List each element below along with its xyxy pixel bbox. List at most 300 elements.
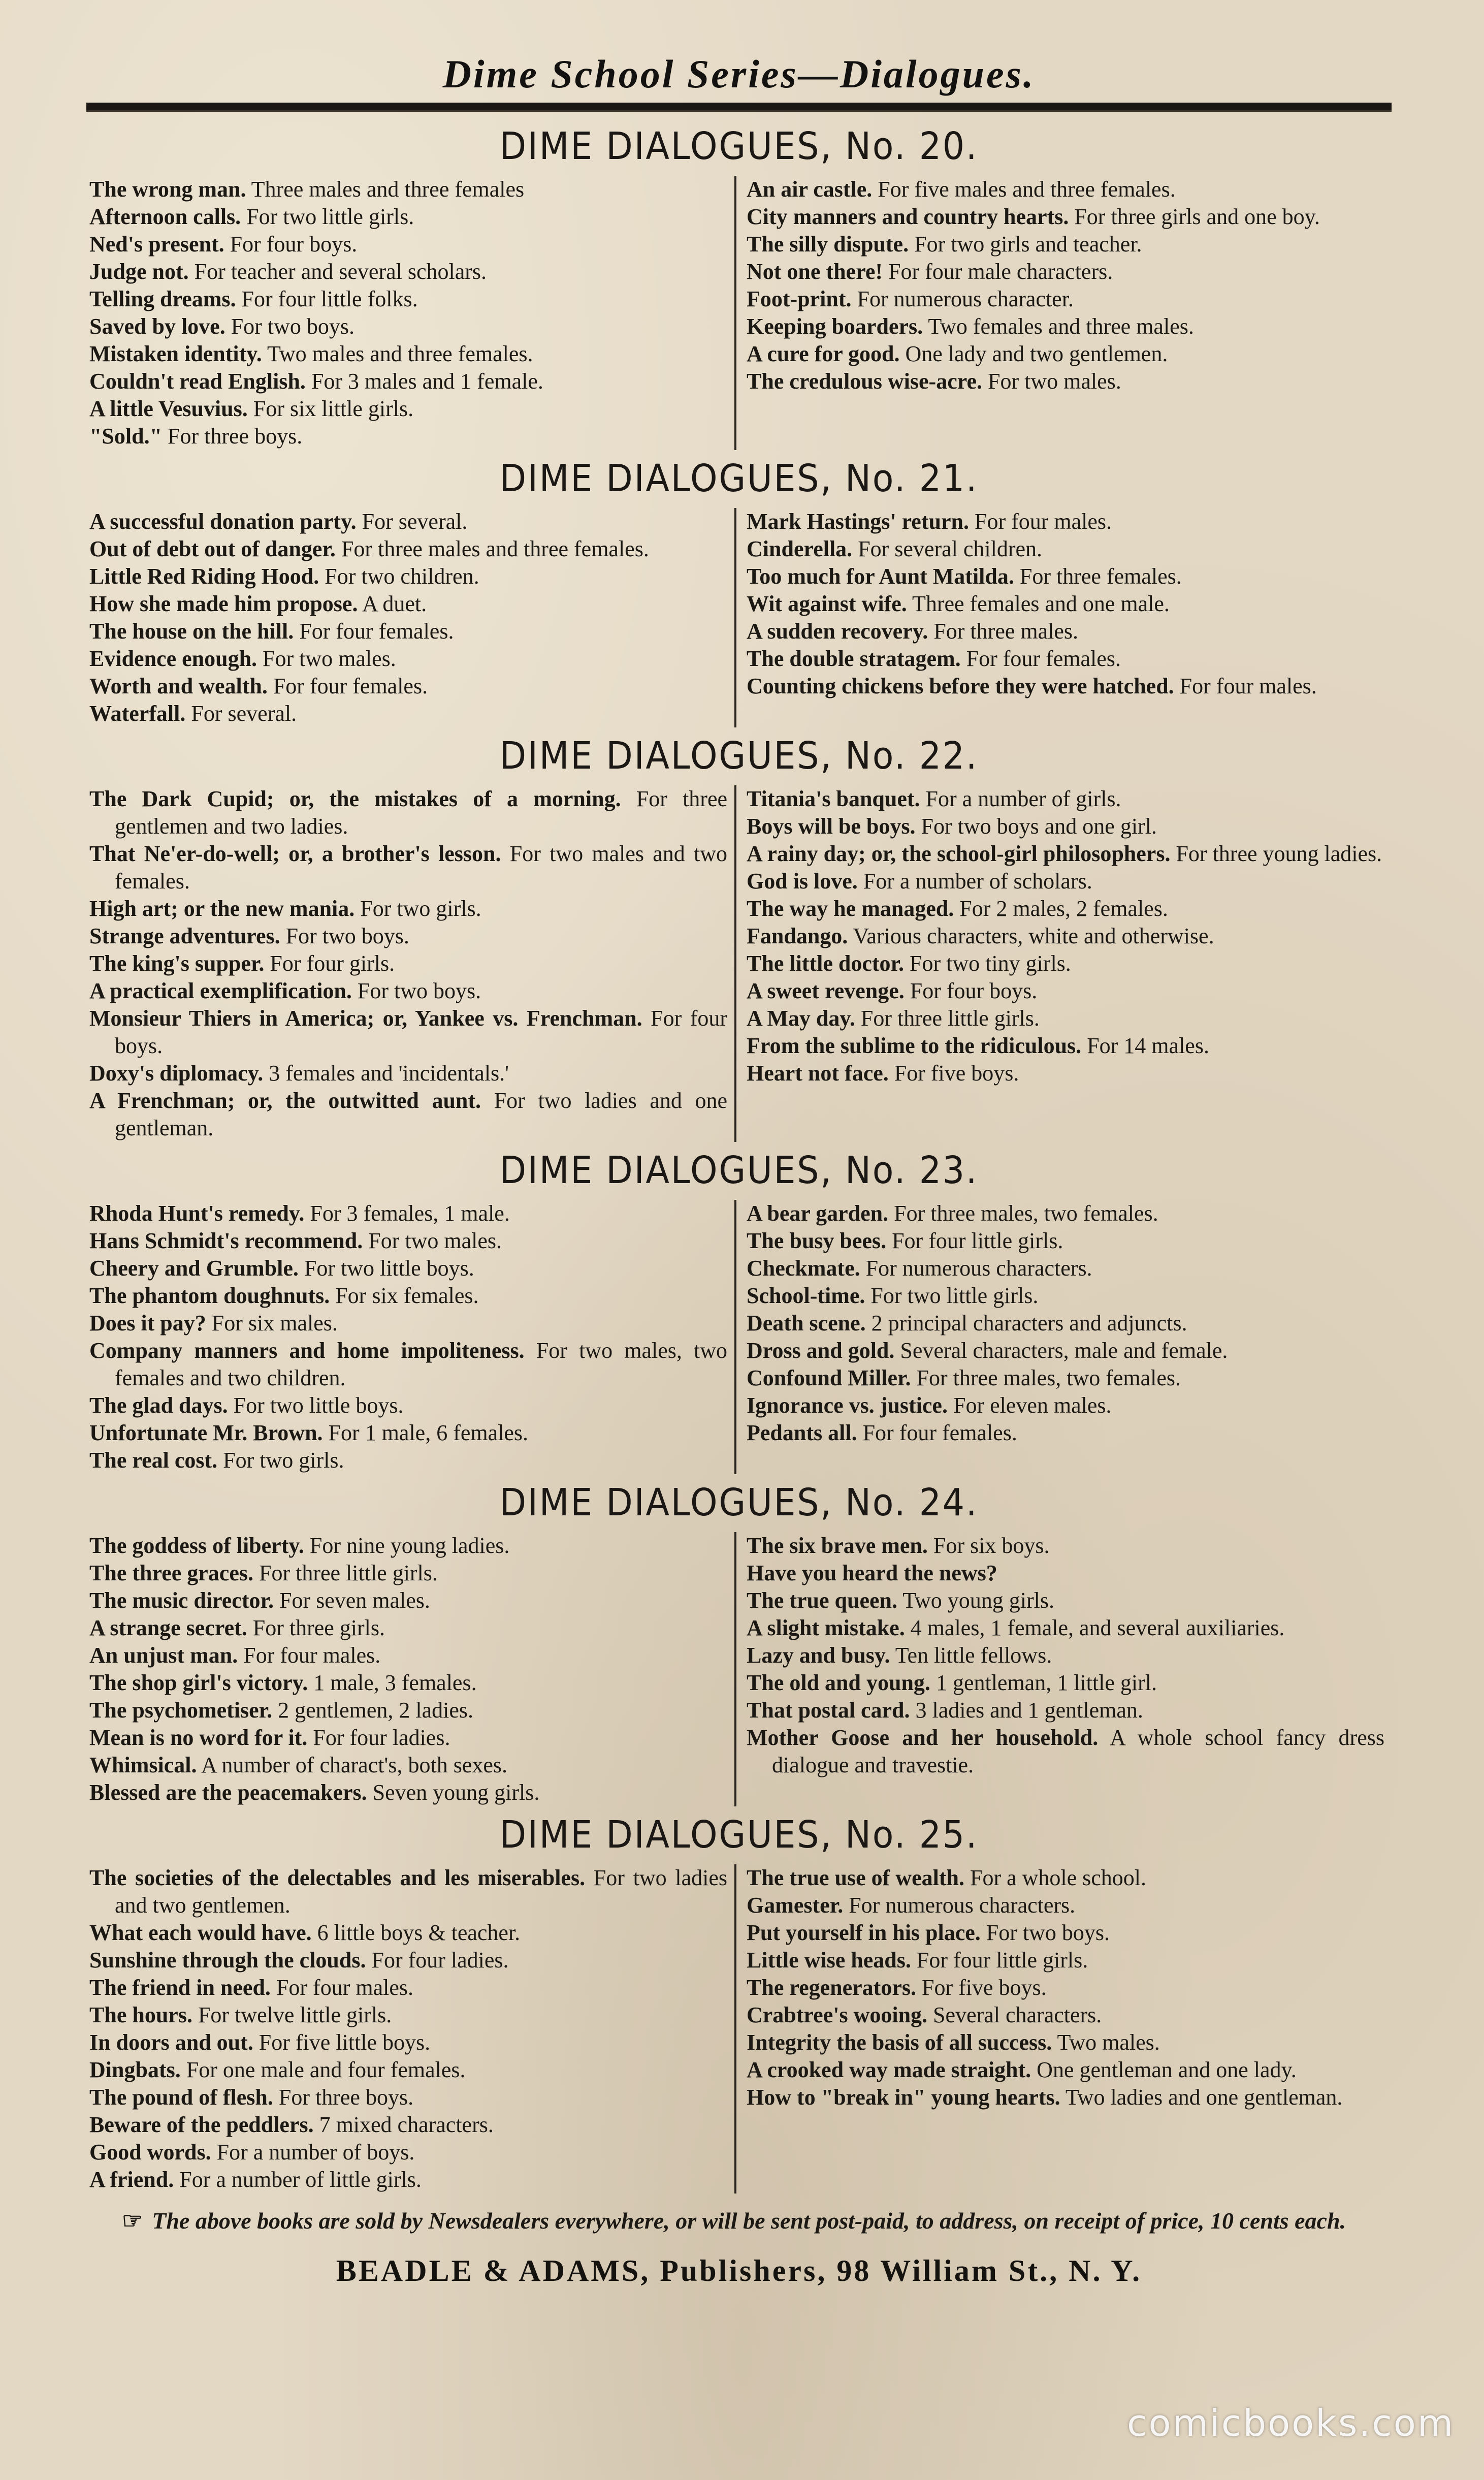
dialogue-title: A strange secret.: [89, 1615, 247, 1640]
dialogue-title: Mean is no word for it.: [89, 1725, 308, 1750]
dialogue-title: Lazy and busy.: [747, 1643, 890, 1668]
dialogue-title: A little Vesuvius.: [89, 396, 248, 421]
dialogue-entry: [89, 2111, 727, 2139]
dialogue-cast: 3 females and 'incidentals.': [269, 1061, 509, 1086]
dialogue-title: The three graces.: [89, 1561, 253, 1585]
dialogue-title: The six brave men.: [747, 1533, 928, 1558]
dialogue-entry: [747, 1919, 1384, 1947]
dialogue-title: The Dark Cupid; or, the mistakes of a morning.: [89, 786, 621, 811]
dialogue-cast: For four little girls.: [916, 1948, 1088, 1973]
dialogue-title: Whimsical.: [89, 1753, 197, 1777]
dialogue-title: Mistaken identity.: [89, 341, 262, 366]
dialogue-cast: For two boys.: [285, 924, 409, 948]
dialogue-cast: 2 gentlemen, 2 ladies.: [278, 1698, 474, 1723]
dialogue-title: Evidence enough.: [89, 646, 257, 671]
dialogue-cast: Two young girls.: [902, 1588, 1055, 1613]
dialogue-cast: Two males and three females.: [267, 341, 533, 366]
dialogue-entry: [89, 231, 727, 258]
dialogue-title: A sweet revenge.: [747, 978, 905, 1003]
dialogue-cast: For two girls.: [223, 1448, 344, 1473]
dialogue-entry: [747, 368, 1384, 395]
dialogue-title: Company manners and home impoliteness.: [89, 1338, 525, 1363]
dialogue-cast: A duet.: [362, 591, 427, 616]
dialogue-title: The little doctor.: [747, 951, 904, 976]
dialogue-title: Monsieur Thiers in America; or, Yankee vs. Frenchman.: [89, 1006, 642, 1031]
left-column: [86, 1200, 734, 1474]
dialogue-cast: For 14 males.: [1087, 1033, 1209, 1058]
dialogue-cast: For numerous characters.: [865, 1256, 1092, 1281]
dialogue-title: What each would have.: [89, 1920, 312, 1945]
dialogue-entry: [89, 977, 727, 1005]
dialogue-title: Gamester.: [747, 1893, 844, 1918]
dialogue-section: [86, 1478, 1392, 1806]
section-columns: [86, 785, 1392, 1142]
dialogue-title: Ned's present.: [89, 232, 224, 257]
dialogue-entry: [89, 508, 727, 535]
dialogue-title: The busy bees.: [747, 1228, 887, 1253]
dialogue-entry: [747, 1947, 1384, 1974]
dialogue-entry: [89, 1864, 727, 1919]
dialogue-entry: [89, 1532, 727, 1560]
dialogue-entry: [89, 950, 727, 977]
dialogue-title: The regenerators.: [747, 1975, 916, 2000]
dialogue-title: Mother Goose and her household.: [747, 1725, 1099, 1750]
dialogue-entry: [747, 1560, 1384, 1587]
dialogue-title: Confound Miller.: [747, 1365, 911, 1390]
dialogue-entry: [747, 673, 1384, 700]
dialogue-entry: [747, 285, 1384, 313]
dialogue-cast: For numerous characters.: [849, 1893, 1076, 1918]
section-title: DIME DIALOGUES, No. 20.: [499, 124, 979, 168]
dialogue-entry: [747, 618, 1384, 645]
dialogue-title: The true queen.: [747, 1588, 897, 1613]
footer-note-text: The above books are sold by Newsdealers everywhere, or will be sent post-paid, to address, on receipt of price, 10 cents each.: [152, 2208, 1346, 2234]
dialogue-cast: For two males.: [263, 646, 396, 671]
dialogue-entry: [89, 1392, 727, 1419]
dialogue-entry: [747, 1864, 1384, 1892]
dialogue-cast: For two girls.: [360, 896, 481, 921]
dialogue-title: The house on the hill.: [89, 619, 294, 644]
dialogue-title: Waterfall.: [89, 701, 186, 726]
publisher-line: BEADLE & ADAMS, Publishers, 98 William St., N. Y.: [336, 2254, 1142, 2287]
dialogue-entry: [89, 340, 727, 368]
left-column: [86, 508, 734, 727]
dialogue-cast: For seven males.: [279, 1588, 430, 1613]
watermark: comicbooks.com: [1126, 2402, 1455, 2444]
dialogue-title: The old and young.: [747, 1670, 930, 1695]
dialogue-entry: [89, 176, 727, 203]
dialogue-entry: [89, 1227, 727, 1255]
dialogue-title: The music director.: [89, 1588, 274, 1613]
dialogue-entry: [89, 618, 727, 645]
dialogue-title: Dingbats.: [89, 2057, 181, 2082]
dialogue-entry: [89, 1337, 727, 1392]
dialogue-title: Hans Schmidt's recommend.: [89, 1228, 363, 1253]
dialogue-title: Good words.: [89, 2140, 211, 2165]
dialogue-title: High art; or the new mania.: [89, 896, 355, 921]
dialogue-entry: [89, 1947, 727, 1974]
dialogue-entry: [89, 1087, 727, 1142]
dialogue-entry: [89, 1752, 727, 1779]
dialogue-title: Judge not.: [89, 259, 189, 284]
dialogue-title: Sunshine through the clouds.: [89, 1948, 366, 1973]
dialogue-cast: For two girls and teacher.: [914, 232, 1142, 257]
dialogue-title: The friend in need.: [89, 1975, 271, 2000]
dialogue-title: Keeping boarders.: [747, 314, 923, 339]
dialogue-title: Checkmate.: [747, 1256, 860, 1281]
dialogue-title: A crooked way made straight.: [747, 2057, 1031, 2082]
dialogue-entry: [89, 923, 727, 950]
dialogue-entry: [747, 1974, 1384, 2001]
dialogue-cast: For four girls.: [270, 951, 395, 976]
dialogue-entry: [747, 563, 1384, 590]
dialogue-section: [86, 1146, 1392, 1474]
right-column: [736, 176, 1392, 450]
dialogue-entry: [89, 313, 727, 340]
dialogue-title: Counting chickens before they were hatched.: [747, 674, 1174, 698]
dialogue-cast: Three males and three females: [251, 177, 525, 202]
dialogue-entry: [747, 1587, 1384, 1614]
dialogue-cast: For two males and two females.: [115, 841, 727, 894]
dialogue-entry: [747, 645, 1384, 673]
dialogue-entry: [747, 1614, 1384, 1642]
dialogue-title: The real cost.: [89, 1448, 218, 1473]
dialogue-entry: [89, 1282, 727, 1310]
dialogue-entry: [89, 2166, 727, 2193]
dialogue-title: A May day.: [747, 1006, 855, 1031]
dialogue-entry: [89, 1697, 727, 1724]
dialogue-title: Telling dreams.: [89, 287, 236, 311]
dialogue-entry: [747, 1364, 1384, 1392]
dialogue-title: An unjust man.: [89, 1643, 238, 1668]
left-column: [86, 785, 734, 1142]
dialogue-cast: For two little boys.: [304, 1256, 474, 1281]
dialogue-title: The double stratagem.: [747, 646, 961, 671]
section-title: DIME DIALOGUES, No. 25.: [499, 1813, 979, 1857]
dialogue-cast: A whole school fancy dress dialogue and travestie.: [772, 1725, 1384, 1777]
dialogue-title: Crabtree's wooing.: [747, 2002, 928, 2027]
dialogue-cast: For several.: [191, 701, 297, 726]
dialogue-cast: For four little folks.: [241, 287, 418, 311]
dialogue-entry: [747, 1310, 1384, 1337]
dialogue-title: Dross and gold.: [747, 1338, 895, 1363]
dialogue-cast: Two ladies and one gentleman.: [1065, 2085, 1343, 2110]
dialogue-title: A successful donation party.: [89, 509, 357, 534]
dialogue-entry: [89, 785, 727, 840]
dialogue-title: The shop girl's victory.: [89, 1670, 308, 1695]
dialogue-cast: 4 males, 1 female, and several auxiliaries.: [910, 1615, 1285, 1640]
section-title: DIME DIALOGUES, No. 24.: [499, 1481, 979, 1524]
dialogue-cast: 1 male, 3 females.: [313, 1670, 477, 1695]
dialogue-cast: 3 ladies and 1 gentleman.: [915, 1698, 1143, 1723]
dialogue-entry: [89, 1974, 727, 2001]
dialogue-cast: For five little boys.: [259, 2030, 431, 2055]
dialogue-cast: For two ladies and one gentleman.: [115, 1088, 728, 1140]
dialogue-title: Unfortunate Mr. Brown.: [89, 1420, 323, 1445]
dialogue-entry: [89, 1005, 727, 1060]
dialogue-cast: For three males, two females.: [894, 1201, 1158, 1226]
dialogue-entry: [747, 340, 1384, 368]
dialogue-title: The pound of flesh.: [89, 2085, 273, 2110]
dialogue-cast: For three girls.: [252, 1615, 385, 1640]
dialogue-title: Little wise heads.: [747, 1948, 911, 1973]
dialogue-title: A rainy day; or, the school-girl philosophers.: [747, 841, 1171, 866]
dialogue-cast: For two children.: [325, 564, 479, 589]
dialogue-title: Afternoon calls.: [89, 204, 241, 229]
dialogue-title: City manners and country hearts.: [747, 204, 1069, 229]
section-title: DIME DIALOGUES, No. 23.: [499, 1149, 979, 1192]
dialogue-cast: Three females and one male.: [912, 591, 1170, 616]
dialogue-cast: For two tiny girls.: [910, 951, 1071, 976]
section-columns: [86, 1200, 1392, 1474]
dialogue-cast: For six little girls.: [253, 396, 414, 421]
dialogue-cast: For three males and three females.: [341, 536, 649, 561]
dialogue-entry: [747, 258, 1384, 285]
dialogue-cast: For several.: [362, 509, 468, 534]
dialogue-cast: For 3 males and 1 female.: [311, 369, 543, 394]
dialogue-cast: For two ladies and two gentlemen.: [115, 1865, 727, 1918]
dialogue-title: That Ne'er-do-well; or, a brother's lesson.: [89, 841, 501, 866]
dialogue-title: The way he managed.: [747, 896, 954, 921]
dialogue-cast: For six boys.: [933, 1533, 1050, 1558]
dialogue-entry: [747, 1419, 1384, 1447]
dialogue-entry: [747, 813, 1384, 840]
dialogue-title: School-time.: [747, 1283, 865, 1308]
dialogue-entry: [747, 1005, 1384, 1032]
dialogue-cast: For three gentlemen and two ladies.: [115, 786, 728, 839]
dialogue-cast: Various characters, white and otherwise.: [853, 924, 1214, 948]
dialogue-entry: [89, 1200, 727, 1227]
dialogue-section: [86, 1810, 1392, 2193]
dialogue-cast: For four males.: [276, 1975, 413, 2000]
dialogue-entry: [747, 950, 1384, 977]
dialogue-cast: For numerous character.: [857, 287, 1074, 311]
dialogue-entry: [89, 395, 727, 423]
dialogue-title: An air castle.: [747, 177, 873, 202]
dialogue-cast: For four females.: [862, 1420, 1017, 1445]
dialogue-cast: Several characters, male and female.: [900, 1338, 1228, 1363]
dialogue-title: The phantom doughnuts.: [89, 1283, 330, 1308]
dialogue-entry: [747, 231, 1384, 258]
section-columns: [86, 508, 1392, 727]
dialogue-cast: For two boys.: [357, 978, 481, 1003]
dialogue-cast: For two boys.: [231, 314, 354, 339]
dialogue-entry: [747, 1642, 1384, 1669]
dialogue-cast: For five males and three females.: [878, 177, 1176, 202]
catalog-page: [86, 46, 1392, 2362]
dialogue-entry: [89, 285, 727, 313]
dialogue-cast: For one male and four females.: [186, 2057, 466, 2082]
dialogue-cast: For a number of scholars.: [863, 869, 1092, 894]
dialogue-cast: For four boys.: [115, 1006, 727, 1058]
dialogue-title: Integrity the basis of all success.: [747, 2030, 1052, 2055]
dialogue-entry: [89, 2056, 727, 2084]
dialogue-title: Put yourself in his place.: [747, 1920, 981, 1945]
dialogue-entry: [747, 1392, 1384, 1419]
dialogue-section: [86, 732, 1392, 1142]
dialogue-title: Boys will be boys.: [747, 814, 916, 839]
dialogue-title: Too much for Aunt Matilda.: [747, 564, 1014, 589]
dialogue-cast: For nine young ladies.: [309, 1533, 510, 1558]
dialogue-cast: For three boys.: [168, 424, 303, 449]
dialogue-title: Wit against wife.: [747, 591, 907, 616]
dialogue-entry: [747, 1892, 1384, 1919]
dialogue-cast: For three little girls.: [259, 1561, 438, 1585]
dialogue-entry: [89, 423, 727, 450]
dialogue-cast: For four ladies.: [371, 1948, 509, 1973]
dialogue-cast: For three little girls.: [860, 1006, 1040, 1031]
dialogue-entry: [747, 535, 1384, 563]
dialogue-cast: For three males, two females.: [916, 1365, 1181, 1390]
dialogue-cast: One lady and two gentlemen.: [905, 341, 1168, 366]
dialogue-title: Pedants all.: [747, 1420, 857, 1445]
dialogue-entry: [747, 1697, 1384, 1724]
dialogue-cast: For four boys.: [910, 978, 1038, 1003]
right-column: [736, 1864, 1392, 2193]
dialogue-entry: [89, 535, 727, 563]
dialogue-entry: [747, 977, 1384, 1005]
dialogue-entry: [747, 1724, 1384, 1779]
dialogue-entry: [89, 1779, 727, 1806]
dialogue-entry: [89, 2139, 727, 2166]
dialogue-cast: For three girls and one boy.: [1074, 204, 1320, 229]
dialogue-cast: For several children.: [858, 536, 1043, 561]
dialogue-cast: For 2 males, 2 females.: [959, 896, 1168, 921]
dialogue-cast: For four boys.: [230, 232, 358, 257]
dialogue-title: A bear garden.: [747, 1201, 889, 1226]
dialogue-title: A practical exemplification.: [89, 978, 352, 1003]
dialogue-cast: For two males.: [988, 369, 1121, 394]
dialogue-title: Little Red Riding Hood.: [89, 564, 319, 589]
dialogue-cast: Two males.: [1057, 2030, 1160, 2055]
dialogue-title: Ignorance vs. justice.: [747, 1393, 948, 1418]
dialogue-title: Have you heard the news?: [747, 1561, 997, 1585]
dialogue-cast: 2 principal characters and adjuncts.: [871, 1311, 1187, 1336]
sections-container: [86, 122, 1392, 2193]
dialogue-cast: For twelve little girls.: [198, 2002, 392, 2027]
dialogue-cast: Several characters.: [933, 2002, 1102, 2027]
dialogue-title: That postal card.: [747, 1698, 910, 1723]
dialogue-title: The societies of the delectables and les miserables.: [89, 1865, 586, 1890]
dialogue-title: A cure for good.: [747, 341, 900, 366]
dialogue-title: The king's supper.: [89, 951, 265, 976]
dialogue-entry: [747, 868, 1384, 895]
dialogue-cast: 7 mixed characters.: [319, 2112, 494, 2137]
dialogue-entry: [747, 203, 1384, 231]
dialogue-entry: [89, 1447, 727, 1474]
dialogue-entry: [747, 508, 1384, 535]
dialogue-entry: [747, 1227, 1384, 1255]
section-title: DIME DIALOGUES, No. 22.: [499, 734, 979, 778]
right-column: [736, 508, 1392, 727]
dialogue-cast: For two little girls.: [870, 1283, 1039, 1308]
dialogue-entry: [89, 2084, 727, 2111]
dialogue-entry: [747, 1200, 1384, 1227]
dialogue-cast: For four females.: [299, 619, 454, 644]
dialogue-entry: [747, 1282, 1384, 1310]
dialogue-entry: [747, 2084, 1384, 2111]
dialogue-cast: For a number of little girls.: [179, 2167, 422, 2192]
section-title: DIME DIALOGUES, No. 21.: [499, 457, 979, 500]
dialogue-entry: [89, 840, 727, 895]
dialogue-cast: For eleven males.: [953, 1393, 1112, 1418]
dialogue-title: The goddess of liberty.: [89, 1533, 304, 1558]
dialogue-section: [86, 122, 1392, 450]
dialogue-title: The hours.: [89, 2002, 192, 2027]
dialogue-title: From the sublime to the ridiculous.: [747, 1033, 1082, 1058]
dialogue-entry: [89, 1060, 727, 1087]
dialogue-entry: [89, 700, 727, 727]
dialogue-cast: For three females.: [1019, 564, 1182, 589]
dialogue-entry: [747, 1669, 1384, 1697]
dialogue-entry: [747, 2001, 1384, 2029]
pointing-hand-icon: ☞: [122, 2208, 143, 2234]
dialogue-title: How she made him propose.: [89, 591, 358, 616]
dialogue-entry: [747, 1060, 1384, 1087]
dialogue-entry: [89, 1669, 727, 1697]
dialogue-entry: [747, 590, 1384, 618]
dialogue-cast: For two males.: [368, 1228, 502, 1253]
dialogue-entry: [747, 895, 1384, 923]
dialogue-cast: For three young ladies.: [1176, 841, 1382, 866]
dialogue-entry: [89, 2001, 727, 2029]
dialogue-entry: [89, 203, 727, 231]
dialogue-cast: A number of charact's, both sexes.: [201, 1753, 508, 1777]
dialogue-entry: [747, 923, 1384, 950]
dialogue-entry: [89, 673, 727, 700]
dialogue-entry: [89, 1587, 727, 1614]
dialogue-entry: [747, 2029, 1384, 2056]
head-rule: [86, 103, 1392, 112]
dialogue-title: A Frenchman; or, the outwitted aunt.: [89, 1088, 481, 1113]
dialogue-entry: [747, 2056, 1384, 2084]
dialogue-entry: [89, 645, 727, 673]
dialogue-cast: Seven young girls.: [372, 1780, 540, 1805]
dialogue-cast: For six males.: [211, 1311, 338, 1336]
dialogue-entry: [747, 313, 1384, 340]
dialogue-cast: Ten little fellows.: [895, 1643, 1052, 1668]
left-column: [86, 1864, 734, 2193]
dialogue-title: Rhoda Hunt's remedy.: [89, 1201, 305, 1226]
dialogue-entry: [747, 840, 1384, 868]
section-columns: [86, 1532, 1392, 1806]
dialogue-title: God is love.: [747, 869, 858, 894]
dialogue-entry: [89, 368, 727, 395]
dialogue-title: Beware of the peddlers.: [89, 2112, 314, 2137]
dialogue-title: Saved by love.: [89, 314, 225, 339]
dialogue-entry: [89, 1255, 727, 1282]
dialogue-cast: For four males.: [243, 1643, 381, 1668]
dialogue-title: Titania's banquet.: [747, 786, 920, 811]
dialogue-entry: [89, 1642, 727, 1669]
section-columns: [86, 176, 1392, 450]
dialogue-cast: For a whole school.: [970, 1865, 1147, 1890]
dialogue-cast: For four ladies.: [313, 1725, 450, 1750]
dialogue-title: Cheery and Grumble.: [89, 1256, 299, 1281]
dialogue-cast: 6 little boys & teacher.: [317, 1920, 521, 1945]
dialogue-entry: [89, 895, 727, 923]
dialogue-cast: For four males.: [1179, 674, 1317, 698]
dialogue-title: How to "break in" young hearts.: [747, 2085, 1060, 2110]
dialogue-entry: [747, 1255, 1384, 1282]
dialogue-entry: [89, 1614, 727, 1642]
dialogue-cast: For four females.: [966, 646, 1121, 671]
dialogue-entry: [89, 1560, 727, 1587]
dialogue-cast: For teacher and several scholars.: [194, 259, 487, 284]
dialogue-cast: For two males, two females and two children.: [115, 1338, 728, 1390]
dialogue-title: Doxy's diplomacy.: [89, 1061, 264, 1086]
dialogue-entry: [89, 1724, 727, 1752]
